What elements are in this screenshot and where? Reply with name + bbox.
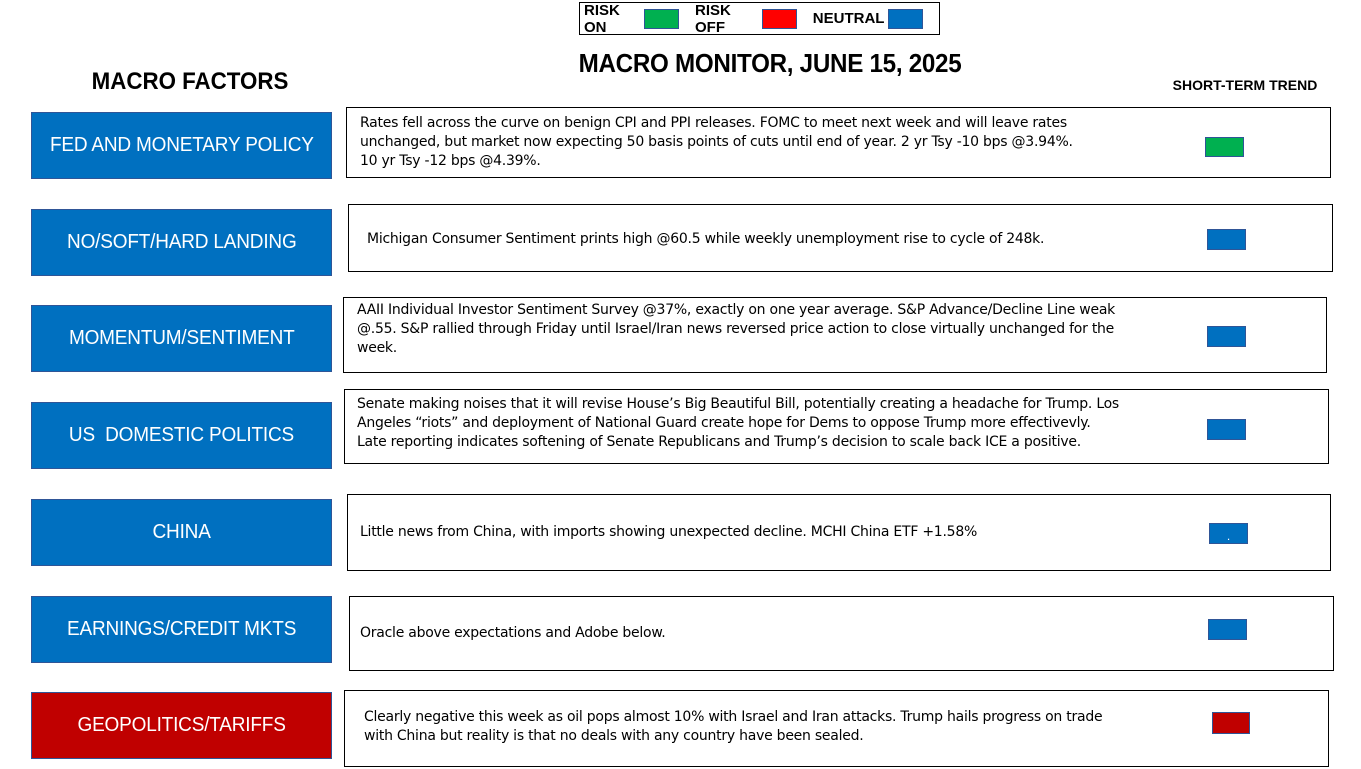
factor-landing <box>31 209 332 276</box>
factor-label: US DOMESTIC POLITICS <box>68 424 295 446</box>
factor-description-box <box>349 596 1334 671</box>
trend-mark: . <box>1226 529 1231 543</box>
trend-indicator <box>1212 712 1250 734</box>
description-text <box>357 301 1115 358</box>
description-line: unchanged, but market now expecting 50 basis points of cuts until end of year. 2 yr Tsy -10 bps @3.94%. <box>360 134 1073 150</box>
legend-risk-on-label: RISK ON <box>584 1 620 36</box>
page-title: MACRO MONITOR, JUNE 15, 2025 <box>578 48 962 78</box>
trend-indicator <box>1207 229 1246 250</box>
description-line: Rates fell across the curve on benign CPI and PPI releases. FOMC to meet next week and will leave rates <box>360 115 1067 131</box>
factor-label: FED AND MONETARY POLICY <box>49 134 314 156</box>
description-line: Little news from China, with imports showing unexpected decline. MCHI China ETF +1.58% <box>360 524 978 540</box>
factor-description-box <box>344 389 1329 464</box>
description-line: with China but reality is that no deals with any country have been sealed. <box>364 728 864 744</box>
factor-geopolitics-tariffs <box>31 692 332 759</box>
factor-label: EARNINGS/CREDIT MKTS <box>66 618 297 640</box>
short-term-trend-heading: SHORT-TERM TREND <box>1172 77 1318 93</box>
factor-label: CHINA <box>152 521 211 543</box>
factor-description-box <box>347 494 1331 571</box>
factor-description-box <box>348 204 1333 272</box>
factor-description-box <box>344 690 1329 767</box>
description-line: @.55. S&P rallied through Friday until Israel/Iran news reversed price action to close virtually unchanged for the <box>357 321 1115 337</box>
legend-risk-on-swatch <box>644 9 679 29</box>
description-text <box>367 230 1044 249</box>
description-text <box>364 708 1102 746</box>
factor-momentum-sentiment <box>31 305 332 372</box>
factor-description-box <box>343 297 1327 373</box>
description-line: week. <box>357 340 397 356</box>
legend-neutral-label: NEUTRAL <box>812 10 885 27</box>
macro-factors-heading: MACRO FACTORS <box>91 68 289 95</box>
factor-china <box>31 499 332 566</box>
trend-indicator <box>1207 419 1246 440</box>
legend-risk-off-swatch <box>762 9 797 29</box>
trend-indicator <box>1205 137 1244 157</box>
factor-description-box <box>346 107 1331 178</box>
factor-us-domestic-politics <box>31 402 332 469</box>
trend-indicator <box>1209 523 1248 544</box>
trend-indicator <box>1208 619 1247 640</box>
description-text <box>360 523 977 542</box>
factor-fed-monetary-policy <box>31 112 332 179</box>
description-line: AAII Individual Investor Sentiment Survey @37%, exactly on one year average. S&P Advance/Decline Line weak <box>357 302 1116 318</box>
description-text <box>360 114 1073 171</box>
description-text <box>357 395 1119 452</box>
description-line: 10 yr Tsy -12 bps @4.39%. <box>360 153 541 169</box>
factor-label: MOMENTUM/SENTIMENT <box>68 327 295 349</box>
description-line: Clearly negative this week as oil pops almost 10% with Israel and Iran attacks. Trump hails progress on trade <box>364 709 1103 725</box>
legend <box>579 2 940 35</box>
description-line: Angeles “riots” and deployment of National Guard create hope for Dems to oppose Trump more effectivevly. <box>357 415 1091 431</box>
description-line: Oracle above expectations and Adobe below. <box>360 625 666 641</box>
legend-risk-off-label: RISK OFF <box>695 1 731 36</box>
legend-neutral-swatch <box>888 9 923 29</box>
factor-earnings-credit-mkts <box>31 596 332 663</box>
description-line: Senate making noises that it will revise House’s Big Beautiful Bill, potentially creating a headache for Trump. Los <box>357 396 1119 412</box>
factor-label: GEOPOLITICS/TARIFFS <box>77 714 286 736</box>
description-line: Late reporting indicates softening of Senate Republicans and Trump’s decision to scale back ICE a positive. <box>357 434 1081 450</box>
description-line: Michigan Consumer Sentiment prints high @60.5 while weekly unemployment rise to cycle of 248k. <box>367 231 1045 247</box>
factor-label: NO/SOFT/HARD LANDING <box>66 231 297 253</box>
description-text <box>360 624 665 643</box>
trend-indicator <box>1207 326 1246 347</box>
